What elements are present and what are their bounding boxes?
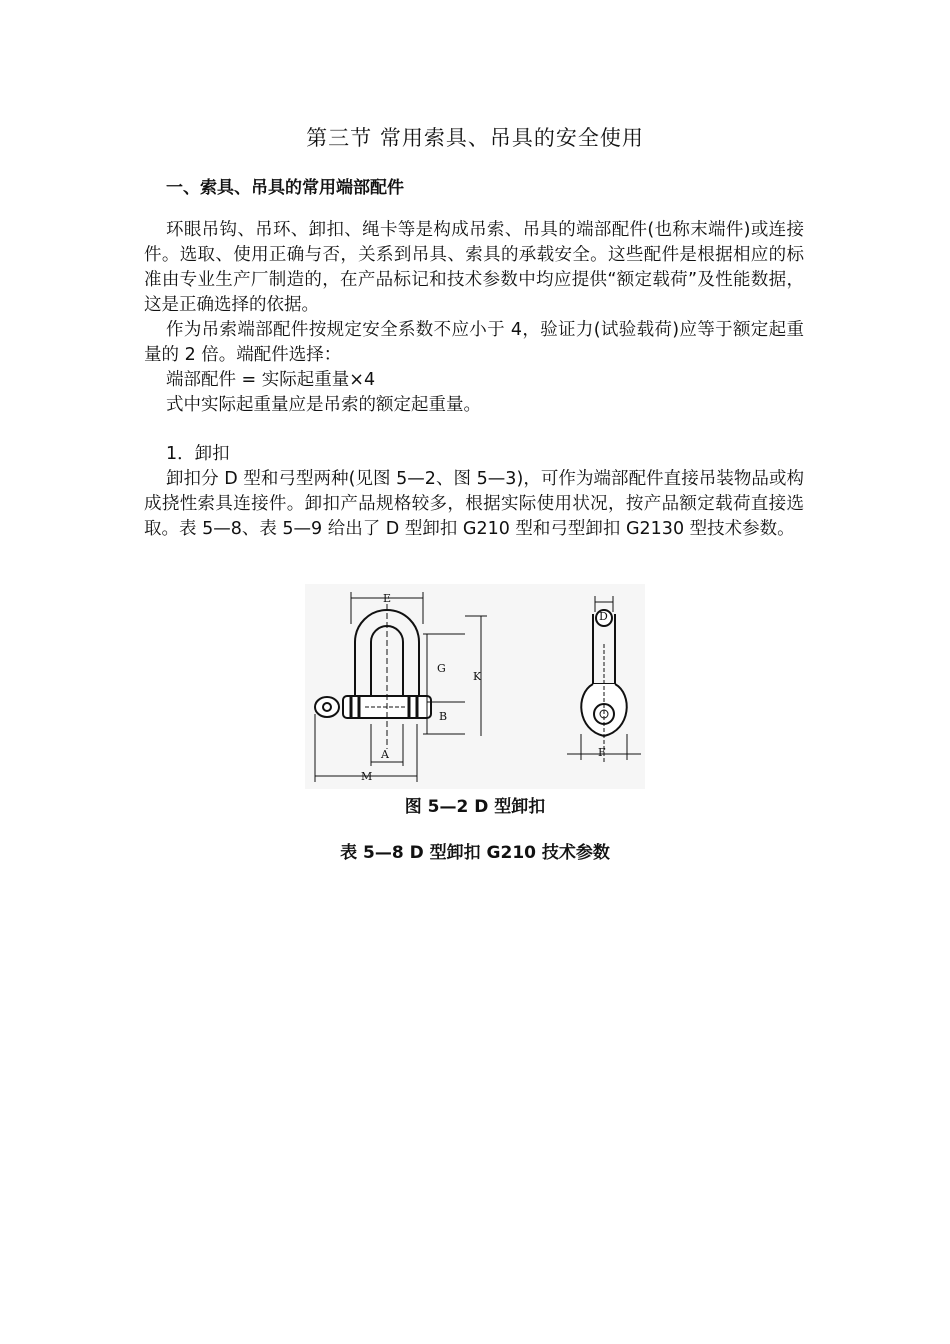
label-B: B	[439, 710, 448, 723]
subheading-shackle: 1．卸扣	[166, 444, 230, 464]
label-F: F	[598, 746, 606, 759]
heading-end-fittings: 一、索具、吊具的常用端部配件	[166, 178, 404, 198]
d-shackle-drawing	[305, 584, 645, 789]
formula-note: 式中实际起重量应是吊索的额定起重量。	[166, 395, 481, 415]
label-A: A	[381, 748, 389, 761]
paragraph-safety-factor: 作为吊索端部配件按规定安全系数不应小于 4，验证力(试验载荷)应等于额定起重量的 2 倍。端配件选择：	[144, 320, 804, 365]
label-K: K	[473, 670, 482, 683]
figure-caption: 图 5—2 D 型卸扣	[404, 797, 546, 817]
paragraph-shackle: 卸扣分 D 型和弓型两种(见图 5—2、图 5—3)，可作为端部配件直接吊装物品或构成挠性索具连接件。卸扣产品规格较多，根据实际使用状况，按产品额定载荷直接选取。表 5—8、表 5—9 给出了 D 型卸扣 G210 型和弓型卸扣 G2130 型技术参数。	[144, 469, 804, 539]
formula-line: 端部配件 = 实际起重量×4	[166, 370, 376, 390]
body-block-1	[144, 218, 804, 418]
body-block-2	[144, 442, 804, 542]
section-title: 第三节 常用索具、吊具的安全使用	[306, 126, 644, 150]
label-G: G	[437, 662, 446, 675]
label-D: D	[599, 610, 608, 623]
label-M: M	[361, 770, 373, 783]
figure-d-shackle	[305, 584, 645, 789]
pin-eye	[315, 697, 339, 717]
label-E: E	[383, 592, 392, 605]
table-caption: 表 5—8 D 型卸扣 G210 技术参数	[340, 843, 610, 863]
paragraph-intro: 环眼吊钩、吊环、卸扣、绳卡等是构成吊索、吊具的端部配件(也称末端件)或连接件。选取、使用正确与否，关系到吊具、索具的承载安全。这些配件是根据相应的标准由专业生产厂制造的，在产品标记和技术参数中均应提供“额定载荷”及性能数据，这是正确选择的依据。	[144, 220, 804, 315]
